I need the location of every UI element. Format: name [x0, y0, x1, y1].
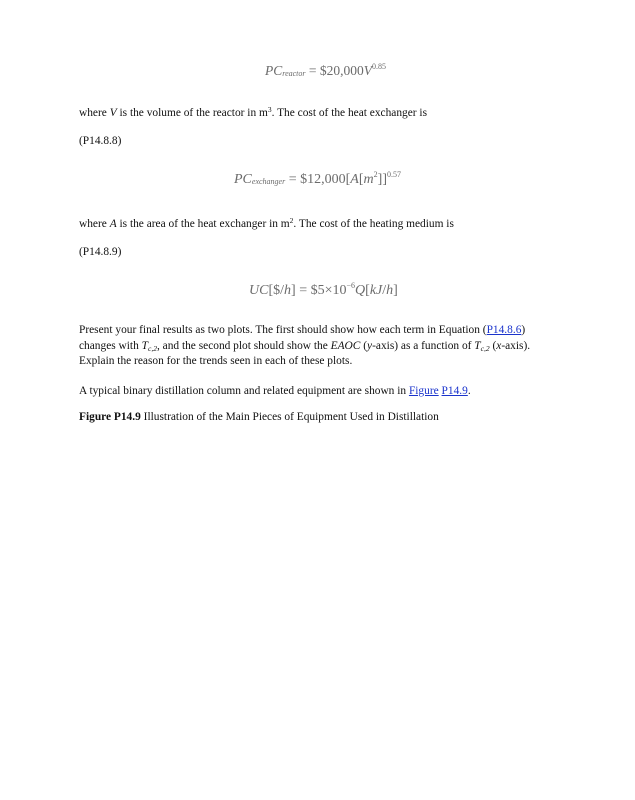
eq-lhs: UC: [249, 283, 269, 298]
eq-m-exponent: 2: [373, 170, 378, 179]
math-variable: x: [496, 339, 502, 352]
eq-lhs-subscript: reactor: [282, 69, 306, 78]
text-segment: where: [79, 107, 110, 119]
subscript: c,2: [147, 343, 157, 353]
equation-label: [79, 134, 574, 150]
eq-coefficient-exponent: −6: [346, 281, 356, 290]
eq-unit-close: ]: [393, 283, 398, 298]
eq-equals: =: [288, 172, 297, 187]
text-segment: -axis) as a function of: [372, 339, 475, 352]
text-segment: ): [521, 324, 526, 336]
eq-coefficient: $5×10: [310, 283, 347, 298]
eq-coefficient: $12,000[: [300, 172, 351, 187]
eq-equals: =: [299, 283, 308, 298]
eq-lhs-subscript: exchanger: [251, 177, 286, 186]
text-segment: changes with: [79, 339, 142, 352]
superscript: 2: [289, 216, 294, 225]
text-segment: is the area of the heat exchanger in m: [116, 218, 290, 230]
math-variable: T: [141, 339, 148, 352]
paragraph-line: [79, 354, 574, 370]
figure-caption-text: Illustration of the Main Pieces of Equipment Used in Distillation: [140, 411, 439, 423]
text-segment: -axis).: [501, 339, 531, 352]
eq-unit-open: [$/: [268, 283, 285, 298]
text-segment: Explain the reason for the trends seen in each of these plots.: [79, 355, 353, 367]
eq-exponent: 0.57: [386, 170, 401, 179]
equation-number: (P14.8.9): [79, 246, 122, 258]
eq-unit-h: h: [386, 283, 394, 298]
eq-variable: V: [363, 63, 373, 78]
text-segment: (: [360, 339, 368, 352]
eq-unit-open: [: [365, 283, 370, 298]
subscript: c,2: [480, 343, 490, 353]
equation-utility-cost: [249, 283, 398, 299]
text-segment: Present your final results as two plots. The first should show how each term in Equation (: [79, 324, 487, 336]
text-segment: where: [79, 218, 110, 230]
paragraph-results: [79, 323, 574, 370]
text-segment: is the volume of the reactor in m: [116, 107, 268, 119]
equation-exchanger-cost: [234, 172, 401, 188]
math-variable: y: [367, 339, 373, 352]
math-variable: V: [109, 107, 117, 119]
eq-lhs: PC: [265, 63, 283, 78]
eq-variable-a: A: [350, 172, 359, 187]
equation-reactor-cost: [265, 63, 386, 79]
text-segment: .: [467, 385, 471, 397]
text-segment: . The cost of the heating medium is: [293, 218, 454, 230]
paragraph-line: [79, 339, 574, 355]
text-segment: (: [489, 339, 497, 352]
paragraph-line: [79, 323, 574, 339]
eq-coefficient: $20,000: [319, 63, 364, 78]
superscript: 3: [267, 105, 272, 114]
paragraph-distillation-column: [79, 384, 574, 400]
figure-number-link[interactable]: P14.9: [441, 385, 468, 397]
paragraph-exchanger-area: [79, 217, 574, 233]
eq-variable-m: m: [363, 172, 374, 187]
math-variable: A: [109, 218, 117, 230]
eq-bracket-close: ]]: [377, 172, 387, 187]
text-segment: A typical binary distillation column and related equipment are shown in: [79, 385, 409, 397]
eq-unit-kj: kJ: [369, 283, 383, 298]
eq-exponent: 0.85: [372, 62, 387, 71]
eq-variable-q: Q: [355, 283, 366, 298]
paragraph-reactor-volume: [79, 106, 574, 122]
eq-unit-var: h: [284, 283, 292, 298]
eq-bracket-open: [: [358, 172, 364, 187]
figure-caption-label: Figure P14.9: [79, 411, 141, 423]
equation-link[interactable]: P14.8.6: [486, 324, 522, 336]
eq-unit-close: ]: [291, 283, 296, 298]
text-segment: . The cost of the heat exchanger is: [271, 107, 428, 119]
eq-equals: =: [308, 63, 317, 78]
figure-caption: [79, 410, 574, 426]
text-segment: , and the second plot should show the: [156, 339, 331, 352]
eq-unit-slash: /: [382, 283, 387, 298]
equation-label: [79, 245, 574, 261]
equation-number: (P14.8.8): [79, 135, 122, 147]
eq-lhs: PC: [234, 172, 252, 187]
figure-link[interactable]: Figure: [408, 385, 439, 397]
math-variable: EAOC: [330, 339, 361, 352]
math-variable: T: [474, 339, 481, 352]
